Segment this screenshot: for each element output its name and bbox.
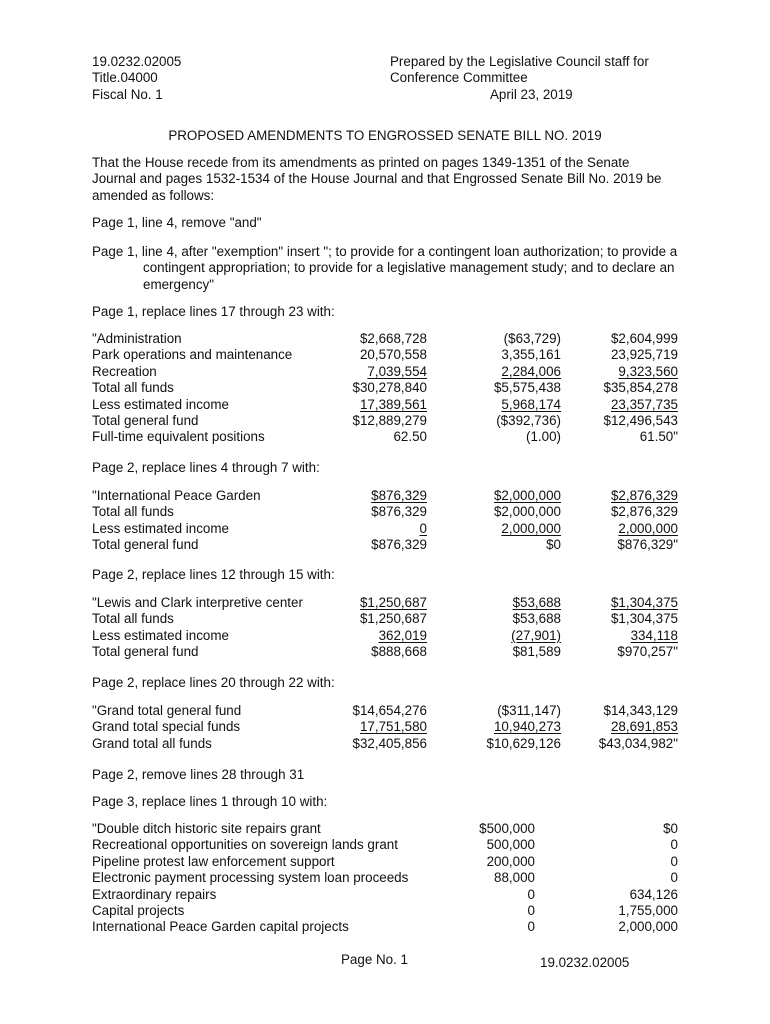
amount-cell: $12,496,543 (603, 412, 678, 428)
document-date: April 23, 2019 (490, 86, 573, 102)
line-item-label: Grand total all funds (92, 735, 212, 751)
amount-cell: 62.50 (393, 429, 427, 445)
instruction-insert-text: Page 1, line 4, after "exemption" insert "; to provide for a contingent loan authorization; to provide a contingent appropriation; to provide for a legislative management study; and to declare an emergency" (92, 244, 678, 292)
amount-cell: $0 (546, 537, 561, 553)
table-row (92, 537, 678, 553)
table-row (92, 331, 678, 347)
document-number: 19.0232.02005 (92, 54, 182, 69)
amount-cell: 23,925,719 (610, 347, 678, 363)
amount-cell: 61.50" (639, 429, 678, 445)
amendment-table-4 (92, 703, 678, 752)
amount-cell: 23,357,735 (610, 396, 678, 412)
table-row (92, 364, 678, 380)
line-item-label: Total general fund (92, 644, 199, 660)
amendment-table-3 (92, 595, 678, 661)
table-row (92, 703, 678, 719)
amount-cell: $876,329 (371, 504, 427, 520)
table-row (92, 854, 678, 870)
table-row (92, 870, 678, 886)
amount-cell: $53,688 (512, 611, 561, 627)
instruction-replace-lines-17-23: Page 1, replace lines 17 through 23 with: (92, 304, 335, 319)
amount-cell: 0 (419, 520, 427, 536)
amount-cell: $35,854,278 (603, 380, 678, 396)
instruction-replace-lines-4-7: Page 2, replace lines 4 through 7 with: (92, 460, 320, 475)
amount-cell: ($392,736) (496, 412, 561, 428)
amendment-table-1 (92, 331, 678, 446)
table-row (92, 887, 678, 903)
amount-cell: 500,000 (486, 837, 535, 853)
line-item-label: Recreation (92, 363, 157, 379)
amount-cell: 634,126 (629, 886, 678, 902)
amount-cell: 0 (670, 837, 678, 853)
amount-cell: 2,000,000 (501, 520, 561, 536)
amount-cell: 10,940,273 (493, 719, 561, 735)
amount-cell: $2,876,329 (610, 488, 678, 503)
table-row (92, 903, 678, 919)
amount-cell: $2,000,000 (493, 504, 561, 520)
amount-cell: $53,688 (512, 595, 561, 610)
table-row (92, 837, 678, 853)
table-row (92, 644, 678, 660)
amount-cell: 200,000 (486, 853, 535, 869)
amount-cell: $0 (663, 821, 678, 836)
intro-paragraph: That the House recede from its amendments as printed on pages 1349-1351 of the Senate Journal and pages 1532-1534 of the House Journal and that Engrossed Senate Bill No. 2019 be amended as follows: (92, 155, 662, 203)
amount-cell: 0 (527, 919, 535, 935)
line-item-label: Total general fund (92, 412, 199, 428)
table-row (92, 429, 678, 445)
amount-cell: 17,751,580 (359, 719, 427, 735)
amount-cell: 0 (670, 870, 678, 886)
amount-cell: 88,000 (494, 870, 535, 886)
table-row (92, 380, 678, 396)
table-row (92, 413, 678, 429)
amount-cell: $2,604,999 (610, 331, 678, 346)
line-item-label: "Double ditch historic site repairs grant (92, 821, 321, 836)
table-row (92, 611, 678, 627)
line-item-label: International Peace Garden capital projects (92, 919, 349, 935)
amount-cell: 2,284,006 (501, 363, 561, 379)
table-row (92, 521, 678, 537)
amount-cell: 3,355,161 (501, 347, 561, 363)
line-item-label: Full-time equivalent positions (92, 429, 265, 445)
amount-cell: $1,304,375 (610, 595, 678, 610)
line-item-label: Capital projects (92, 902, 185, 918)
line-item-label: Electronic payment processing system loan proceeds (92, 870, 409, 886)
amount-cell: 20,570,558 (359, 347, 427, 363)
line-item-label: Total all funds (92, 380, 174, 396)
amount-cell: $888,668 (371, 644, 427, 660)
fiscal-number: Fiscal No. 1 (92, 86, 163, 102)
line-item-label: Total general fund (92, 537, 199, 553)
prepared-by-line: Prepared by the Legislative Council staff for (390, 54, 649, 69)
line-item-label: Total all funds (92, 611, 174, 627)
amount-cell: $43,034,982" (598, 735, 678, 751)
amount-cell: 0 (527, 886, 535, 902)
line-item-label: "Lewis and Clark interpretive center (92, 595, 303, 610)
amount-cell: $2,000,000 (493, 488, 561, 503)
amount-cell: ($63,729) (503, 331, 561, 346)
amount-cell: 5,968,174 (501, 396, 561, 412)
amount-cell: 9,323,560 (618, 363, 678, 379)
table-row (92, 488, 678, 504)
instruction-replace-lines-12-15: Page 2, replace lines 12 through 15 with: (92, 567, 335, 582)
amount-cell: $12,889,279 (352, 412, 427, 428)
line-item-label: Grand total special funds (92, 719, 241, 735)
amount-cell: $970,257" (617, 644, 678, 660)
amount-cell: $32,405,856 (352, 735, 427, 751)
instruction-replace-lines-1-10: Page 3, replace lines 1 through 10 with: (92, 794, 328, 809)
amount-cell: 362,019 (378, 627, 427, 643)
amount-cell: $1,304,375 (610, 611, 678, 627)
table-row (92, 595, 678, 611)
amount-cell: 0 (527, 902, 535, 918)
amount-cell: $5,575,438 (493, 380, 561, 396)
amount-cell: $30,278,840 (352, 380, 427, 396)
amount-cell: $500,000 (479, 821, 535, 836)
amount-cell: (1.00) (526, 429, 561, 445)
table-row (92, 919, 678, 935)
amount-cell: $14,343,129 (603, 703, 678, 718)
table-row (92, 719, 678, 735)
title-number: Title.04000 (92, 70, 158, 86)
line-item-label: Less estimated income (92, 396, 229, 412)
amount-cell: $2,668,728 (359, 331, 427, 346)
instruction-replace-lines-20-22: Page 2, replace lines 20 through 22 with: (92, 675, 335, 690)
instruction-remove-and: Page 1, line 4, remove "and" (92, 215, 262, 230)
table-row (92, 736, 678, 752)
amount-cell: 0 (670, 853, 678, 869)
amount-cell: 2,000,000 (618, 520, 678, 536)
document-id-block (92, 54, 181, 103)
table-row (92, 347, 678, 363)
amount-cell: $2,876,329 (610, 504, 678, 520)
line-item-label: "Administration (92, 331, 182, 346)
amount-cell: $81,589 (512, 644, 561, 660)
amount-cell: $1,250,687 (359, 595, 427, 610)
table-row (92, 821, 678, 837)
amount-cell: $1,250,687 (359, 611, 427, 627)
line-item-label: Recreational opportunities on sovereign lands grant (92, 837, 398, 853)
footer-document-number: 19.0232.02005 (540, 955, 630, 970)
amount-cell: ($311,147) (497, 703, 561, 718)
table-row (92, 504, 678, 520)
amount-cell: 7,039,554 (367, 363, 427, 379)
line-item-label: Less estimated income (92, 627, 229, 643)
amount-cell: $876,329 (371, 537, 427, 553)
amount-cell: $10,629,126 (486, 735, 561, 751)
amount-cell: 1,755,000 (618, 902, 678, 918)
table-row (92, 397, 678, 413)
amount-cell: 2,000,000 (618, 919, 678, 935)
line-item-label: "International Peace Garden (92, 488, 261, 503)
amount-cell: $876,329" (617, 537, 678, 553)
line-item-label: Less estimated income (92, 520, 229, 536)
line-item-label: Pipeline protest law enforcement support (92, 853, 335, 869)
amendment-table-5 (92, 821, 678, 936)
prepared-by-block (390, 54, 680, 103)
page-number: Page No. 1 (341, 952, 408, 967)
amount-cell: 28,691,853 (610, 719, 678, 735)
amount-cell: 17,389,561 (359, 396, 427, 412)
line-item-label: Extraordinary repairs (92, 886, 217, 902)
amendment-table-2 (92, 488, 678, 554)
table-row (92, 628, 678, 644)
committee-line: Conference Committee (390, 70, 528, 86)
line-item-label: Total all funds (92, 504, 174, 520)
page-title: PROPOSED AMENDMENTS TO ENGROSSED SENATE BILL NO. 2019 (168, 128, 602, 143)
line-item-label: "Grand total general fund (92, 703, 242, 718)
amount-cell: $876,329 (371, 488, 427, 503)
line-item-label: Park operations and maintenance (92, 347, 293, 363)
amount-cell: (27,901) (511, 627, 561, 643)
instruction-remove-lines-28-31: Page 2, remove lines 28 through 31 (92, 767, 305, 782)
amount-cell: $14,654,276 (352, 703, 427, 718)
amount-cell: 334,118 (630, 627, 678, 643)
